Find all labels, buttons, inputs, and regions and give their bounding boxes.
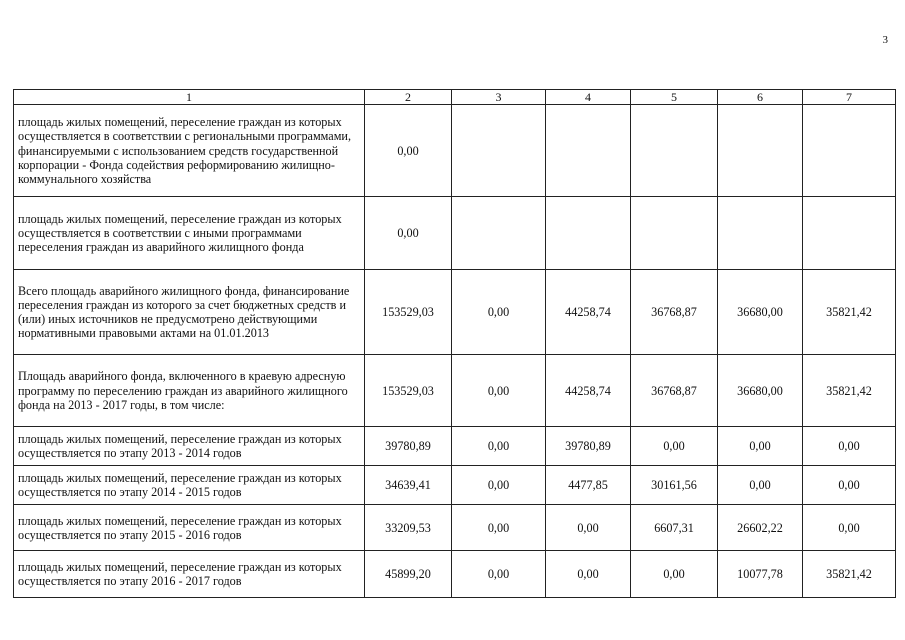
- cell-col-7: 0,00: [803, 505, 896, 551]
- header-col-1: 1: [14, 90, 365, 105]
- cell-col-2: 39780,89: [365, 427, 452, 466]
- cell-col-2: 153529,03: [365, 270, 452, 355]
- cell-col-7: [803, 105, 896, 197]
- row-label: площадь жилых помещений, переселение граждан из которых осуществляется по этапу 2013 - 2014 годов: [14, 427, 365, 466]
- cell-col-6: 26602,22: [718, 505, 803, 551]
- row-label: площадь жилых помещений, переселение граждан из которых осуществляется по этапу 2016 - 2017 годов: [14, 551, 365, 598]
- cell-col-3: 0,00: [452, 427, 546, 466]
- data-table: [13, 89, 896, 598]
- cell-col-4: [546, 197, 631, 270]
- header-row: [14, 90, 896, 105]
- cell-col-5: 0,00: [631, 427, 718, 466]
- header-col-2: 2: [365, 90, 452, 105]
- cell-col-7: [803, 197, 896, 270]
- cell-col-3: [452, 105, 546, 197]
- cell-col-2: 45899,20: [365, 551, 452, 598]
- cell-col-3: [452, 197, 546, 270]
- cell-col-3: 0,00: [452, 270, 546, 355]
- header-col-4: 4: [546, 90, 631, 105]
- cell-col-2: 34639,41: [365, 466, 452, 505]
- cell-col-6: [718, 197, 803, 270]
- page-number: 3: [882, 34, 888, 46]
- cell-col-2: 33209,53: [365, 505, 452, 551]
- row-label: Площадь аварийного фонда, включенного в краевую адресную программу по переселению граждан из аварийного жилищного фонда на 2013 - 2017 годы, в том числе:: [14, 355, 365, 427]
- header-col-5: 5: [631, 90, 718, 105]
- cell-col-5: [631, 105, 718, 197]
- row-label: площадь жилых помещений, переселение граждан из которых осуществляется по этапу 2015 - 2016 годов: [14, 505, 365, 551]
- cell-col-4: 44258,74: [546, 355, 631, 427]
- row-label: площадь жилых помещений, переселение граждан из которых осуществляется в соответствии с региональными программами, финансируемыми с использованием средств государственной корпорации - Фонда содействия реформированию жилищно-коммунального хозяйства: [14, 105, 365, 197]
- cell-col-3: 0,00: [452, 551, 546, 598]
- cell-col-4: 39780,89: [546, 427, 631, 466]
- cell-col-5: [631, 197, 718, 270]
- row-label: Всего площадь аварийного жилищного фонда, финансирование переселения граждан из которого за счет бюджетных средств и (или) иных источников не предусмотрено действующими нормативными правовыми актами на 01.01.2013: [14, 270, 365, 355]
- row-label: площадь жилых помещений, переселение граждан из которых осуществляется в соответствии с иными программами переселения граждан из аварийного жилищного фонда: [14, 197, 365, 270]
- table-row: [14, 197, 896, 270]
- cell-col-5: 36768,87: [631, 270, 718, 355]
- table-row: [14, 466, 896, 505]
- cell-col-4: 44258,74: [546, 270, 631, 355]
- cell-col-7: 35821,42: [803, 355, 896, 427]
- row-label: площадь жилых помещений, переселение граждан из которых осуществляется по этапу 2014 - 2015 годов: [14, 466, 365, 505]
- table-row: [14, 551, 896, 598]
- header-col-7: 7: [803, 90, 896, 105]
- cell-col-4: 0,00: [546, 551, 631, 598]
- cell-col-7: 35821,42: [803, 270, 896, 355]
- cell-col-5: 30161,56: [631, 466, 718, 505]
- cell-col-6: 36680,00: [718, 270, 803, 355]
- cell-col-2: 0,00: [365, 197, 452, 270]
- cell-col-3: 0,00: [452, 466, 546, 505]
- cell-col-6: 0,00: [718, 427, 803, 466]
- cell-col-6: 0,00: [718, 466, 803, 505]
- cell-col-4: [546, 105, 631, 197]
- cell-col-5: 0,00: [631, 551, 718, 598]
- cell-col-6: [718, 105, 803, 197]
- cell-col-5: 36768,87: [631, 355, 718, 427]
- cell-col-6: 10077,78: [718, 551, 803, 598]
- cell-col-7: 0,00: [803, 427, 896, 466]
- header-col-3: 3: [452, 90, 546, 105]
- header-col-6: 6: [718, 90, 803, 105]
- table-row: [14, 355, 896, 427]
- cell-col-7: 0,00: [803, 466, 896, 505]
- cell-col-2: 0,00: [365, 105, 452, 197]
- cell-col-6: 36680,00: [718, 355, 803, 427]
- cell-col-4: 4477,85: [546, 466, 631, 505]
- table-row: [14, 505, 896, 551]
- cell-col-3: 0,00: [452, 355, 546, 427]
- table-row: [14, 105, 896, 197]
- table-row: [14, 427, 896, 466]
- cell-col-7: 35821,42: [803, 551, 896, 598]
- table-row: [14, 270, 896, 355]
- cell-col-2: 153529,03: [365, 355, 452, 427]
- cell-col-3: 0,00: [452, 505, 546, 551]
- cell-col-4: 0,00: [546, 505, 631, 551]
- cell-col-5: 6607,31: [631, 505, 718, 551]
